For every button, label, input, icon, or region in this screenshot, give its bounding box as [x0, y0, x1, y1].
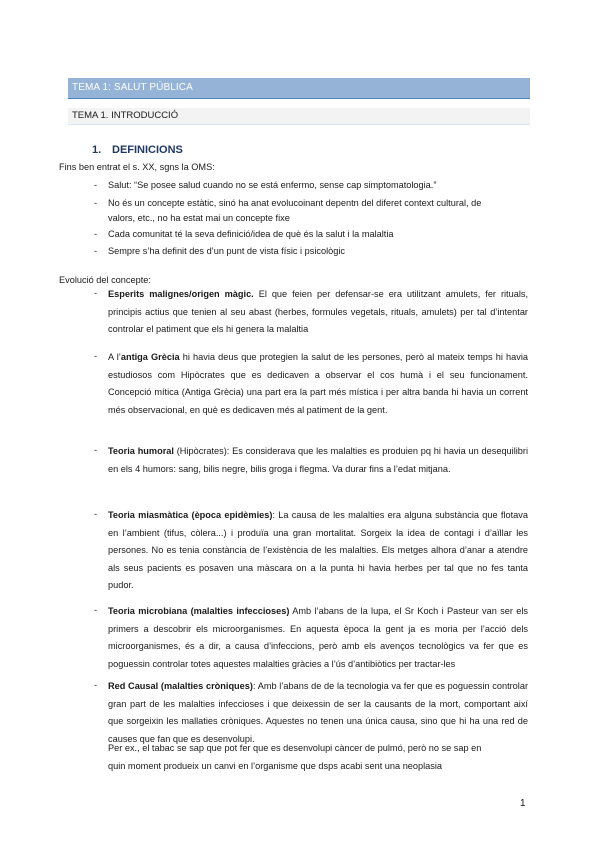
item-term: Teoria humoral [108, 446, 174, 456]
example-line: Per ex., el tabac se sap que pot fer que es desenvolupi càncer de pulmó, però no se sap en [108, 743, 482, 753]
chapter-title: TEMA 1: SALUT PÚBLICA [72, 82, 193, 93]
item-dash: - [94, 351, 98, 361]
bullet-item: Cada comunitat té la seva definició/idea de què és la salut i la malaltia [108, 229, 394, 239]
bullet-dash: - [94, 229, 98, 239]
example-line: quin moment produeix un canvi en l’organisme que dsps acabi sent una neoplasia [108, 761, 443, 771]
item-dash: - [94, 605, 98, 615]
evolution-item: Teoria microbiana (malalties infeccioses) Amb l’abans de la lupa, el Sr Koch i Pasteur van ser els primers a descobrir els microorganismes. En aquesta època la gent ja es moria per l’acció dels microorganismes, és a dir, a causa d’infeccions, però amb els avenços tecnològics va fer que es poguessin controlar totes aquestes malalties gràcies a l’ús d’antibiòtics per tractar-les [108, 606, 528, 669]
item-dash: - [94, 680, 98, 690]
chapter-header [68, 78, 530, 99]
evolution-item: Esperits malignes/origen màgic. El que feien per defensar-se era utilitzant amulets, fer rituals, principis actius que tenien al seu abast (herbes, formules vegetals, rituals, amulets) per tal d’intentar controlar el patiment que els hi genera la malaltia [108, 289, 529, 334]
item-dash: - [94, 445, 98, 455]
evolution-heading: Evolució del concepte: [59, 275, 151, 285]
item-dash: - [94, 288, 98, 298]
page-number: 1 [520, 798, 526, 809]
evolution-item: Teoria miasmàtica (època epidèmies): La causa de les malalties era alguna substància que flotava en l’ambient (tifus, còlera...) i produïa una gran mortalitat. Sorgeix la idea de contagi i d’aïllar les persones. No es tenia constància de l’existència de les malalties. Els metges alhora d’anar a atendre als seus pacients es posaven una màscara on a la punta hi havia herbes per tal que no fes tanta pudor. [108, 510, 528, 590]
bullet-item: No és un concepte estàtic, sinó ha anat evolucoinant depentn del diferet context cultural, de [108, 198, 482, 208]
evolution-item: A l’antiga Grècia hi havia deus que protegien la salut de les persones, però al mateix temps hi havia estudiosos com Hipòcrates que es dedicaven a observar el cos humà i el seu funcionament. Concepció mítica (Antiga Grècia) una part era la part més mística i per altra banda hi havia un corrent més observacional, en què es dedicaven més al patiment de la gent. [108, 352, 528, 415]
item-term: Esperits malignes/origen màgic. [108, 289, 254, 299]
item-term: Teoria microbiana (malalties infeccioses) [108, 606, 290, 616]
section-title: TEMA 1. INTRODUCCIÓ [72, 110, 179, 121]
bullet-dash: - [94, 198, 98, 208]
evolution-item: Red Causal (malalties cròniques): Amb l’abans de de la tecnologia va fer que es poguessin controlar gran part de les malalties infeccioses i que deixessin de ser la causants de la mort, comportant així que sorgeixin les mallaties cròniques. Aquestes no tenen una única causa, sino que hi ha una red de causes que fan que es desenvolupi. [108, 681, 528, 744]
heading-number: 1. [92, 144, 102, 156]
intro-line: Fins ben entrat el s. XX, sgns la OMS: [59, 162, 215, 172]
bullet-dash: - [94, 180, 98, 190]
section-header [68, 108, 530, 125]
item-term: Teoria miasmàtica (època epidèmies) [108, 510, 273, 520]
bullet-item: Salut: “Se posee salud cuando no se está enfermo, sense cap simptomatologia.” [108, 180, 437, 190]
item-term: Red Causal (malalties cròniques) [108, 681, 253, 691]
heading-definicions [92, 144, 183, 156]
bullet-dash: - [94, 246, 98, 256]
evolution-item: Teoria humoral (Hipòcrates): Es considerava que les malalties es produien pq hi havia un desequilibri en els 4 humors: sang, bilis negre, bilis groga i flegma. Va durar fins a l’edat mitjana. [108, 446, 528, 474]
bullet-item-continuation: valors, etc., no ha estat mai un concepte fixe [108, 213, 290, 223]
item-dash: - [94, 509, 98, 519]
item-term: antiga Grècia [120, 352, 180, 362]
heading-text: DEFINICIONS [112, 144, 183, 156]
bullet-item: Sempre s’ha definit des d’un punt de vista físic i psicològic [108, 246, 345, 256]
